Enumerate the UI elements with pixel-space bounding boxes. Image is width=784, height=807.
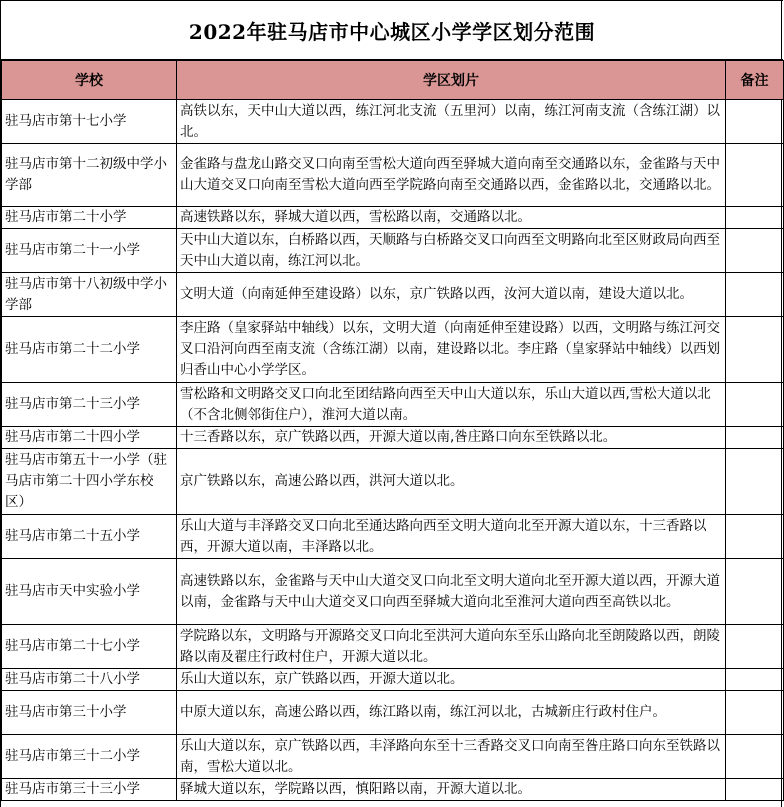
note-cell bbox=[726, 779, 784, 801]
zone-cell: 乐山大道与丰泽路交叉口向北至通达路向西至文明大道向北至开源大道以东，十三香路以西，开源大道以南，丰泽路以北。 bbox=[177, 515, 726, 559]
zone-cell: 乐山大道以东，京广铁路以西，丰泽路向东至十三香路交叉口向南至昝庄路口向东至铁路以南，雪松大道以北。 bbox=[177, 735, 726, 779]
zone-cell: 文明大道（向南延伸至建设路）以东，京广铁路以西，汝河大道以南，建设大道以北。 bbox=[177, 273, 726, 317]
school-district-table bbox=[1, 60, 784, 801]
school-cell: 驻马店市第五十一小学（驻马店市第二十四小学东校区） bbox=[2, 449, 177, 515]
school-cell: 驻马店市第十七小学 bbox=[2, 100, 177, 144]
school-cell: 驻马店市第十八初级中学小学部 bbox=[2, 273, 177, 317]
note-cell bbox=[726, 515, 784, 559]
table-row bbox=[2, 273, 784, 317]
school-cell: 驻马店市第二十七小学 bbox=[2, 625, 177, 669]
table-row bbox=[2, 625, 784, 669]
zone-cell: 金雀路与盘龙山路交叉口向南至雪松大道向西至驿城大道向南至交通路以东，金雀路与天中山大道交叉口向南至雪松大道向西至学院路向南至交通路以西，金雀路以北，交通路以北。 bbox=[177, 144, 726, 207]
note-cell bbox=[726, 691, 784, 735]
zone-cell: 十三香路以东，京广铁路以西，开源大道以南,昝庄路口向东至铁路以北。 bbox=[177, 427, 726, 449]
table-row bbox=[2, 691, 784, 735]
note-cell bbox=[726, 735, 784, 779]
note-cell bbox=[726, 229, 784, 273]
zone-cell: 李庄路（皇家驿站中轴线）以东，文明大道（向南延伸至建设路）以西，文明路与练江河交叉口沿河向西至南支流（含练江湖）以南，建设路以北。李庄路（皇家驿站中轴线）以西划归香山中心小学学区。 bbox=[177, 317, 726, 383]
table-row bbox=[2, 449, 784, 515]
note-cell bbox=[726, 383, 784, 427]
school-cell: 驻马店市第二十二小学 bbox=[2, 317, 177, 383]
note-cell bbox=[726, 273, 784, 317]
table-row bbox=[2, 144, 784, 207]
table-row bbox=[2, 383, 784, 427]
note-cell bbox=[726, 449, 784, 515]
table-row bbox=[2, 229, 784, 273]
zone-cell: 雪松路和文明路交叉口向北至团结路向西至天中山大道以东，乐山大道以西,雪松大道以北（不含北侧邻街住户），淮河大道以南。 bbox=[177, 383, 726, 427]
table-row bbox=[2, 100, 784, 144]
note-cell bbox=[726, 207, 784, 229]
school-cell: 驻马店市第二十四小学 bbox=[2, 427, 177, 449]
school-cell: 驻马店市天中实验小学 bbox=[2, 559, 177, 625]
zone-cell: 学院路以东，文明路与开源路交叉口向北至洪河大道向东至乐山路向北至朗陵路以西，朗陵路以南及翟庄行政村住户，开源大道以北。 bbox=[177, 625, 726, 669]
header-zone: 学区划片 bbox=[177, 61, 726, 100]
school-cell: 驻马店市第二十三小学 bbox=[2, 383, 177, 427]
table-row bbox=[2, 779, 784, 801]
header-school: 学校 bbox=[2, 61, 177, 100]
school-cell: 驻马店市第二十八小学 bbox=[2, 669, 177, 691]
school-cell: 驻马店市第十二初级中学小学部 bbox=[2, 144, 177, 207]
table-row bbox=[2, 559, 784, 625]
school-cell: 驻马店市第二十一小学 bbox=[2, 229, 177, 273]
page-title: 2022年驻马店市中心城区小学学区划分范围 bbox=[1, 0, 783, 60]
zone-cell: 乐山大道以东，京广铁路以西，开源大道以北。 bbox=[177, 669, 726, 691]
zone-cell: 高铁以东，天中山大道以西，练江河北支流（五里河）以南，练江河南支流（含练江湖）以北。 bbox=[177, 100, 726, 144]
zone-cell: 高速铁路以东，驿城大道以西，雪松路以南，交通路以北。 bbox=[177, 207, 726, 229]
note-cell bbox=[726, 669, 784, 691]
note-cell bbox=[726, 144, 784, 207]
note-cell bbox=[726, 317, 784, 383]
table-row bbox=[2, 427, 784, 449]
zone-cell: 高速铁路以东，金雀路与天中山大道交叉口向北至文明大道向北至开源大道以西，开源大道以南，金雀路与天中山大道交叉口向西至驿城大道向北至淮河大道向西至高铁以北。 bbox=[177, 559, 726, 625]
zone-cell: 中原大道以东，高速公路以西，练江路以南，练江河以北，古城新庄行政村住户。 bbox=[177, 691, 726, 735]
table-row bbox=[2, 669, 784, 691]
note-cell bbox=[726, 559, 784, 625]
school-cell: 驻马店市第二十五小学 bbox=[2, 515, 177, 559]
table-row bbox=[2, 317, 784, 383]
zone-cell: 京广铁路以东，高速公路以西，洪河大道以北。 bbox=[177, 449, 726, 515]
note-cell bbox=[726, 625, 784, 669]
school-cell: 驻马店市第三十小学 bbox=[2, 691, 177, 735]
school-cell: 驻马店市第二十小学 bbox=[2, 207, 177, 229]
zone-cell: 驿城大道以东，学院路以西，慎阳路以南，开源大道以北。 bbox=[177, 779, 726, 801]
table-row bbox=[2, 735, 784, 779]
school-cell: 驻马店市第三十二小学 bbox=[2, 735, 177, 779]
table-row bbox=[2, 515, 784, 559]
note-cell bbox=[726, 427, 784, 449]
header-row bbox=[2, 61, 784, 100]
note-cell bbox=[726, 100, 784, 144]
header-note: 备注 bbox=[726, 61, 784, 100]
zone-cell: 天中山大道以东，白桥路以西，天顺路与白桥路交叉口向西至文明路向北至区财政局向西至天中山大道以南，练江河以北。 bbox=[177, 229, 726, 273]
school-cell: 驻马店市第三十三小学 bbox=[2, 779, 177, 801]
table-row bbox=[2, 207, 784, 229]
